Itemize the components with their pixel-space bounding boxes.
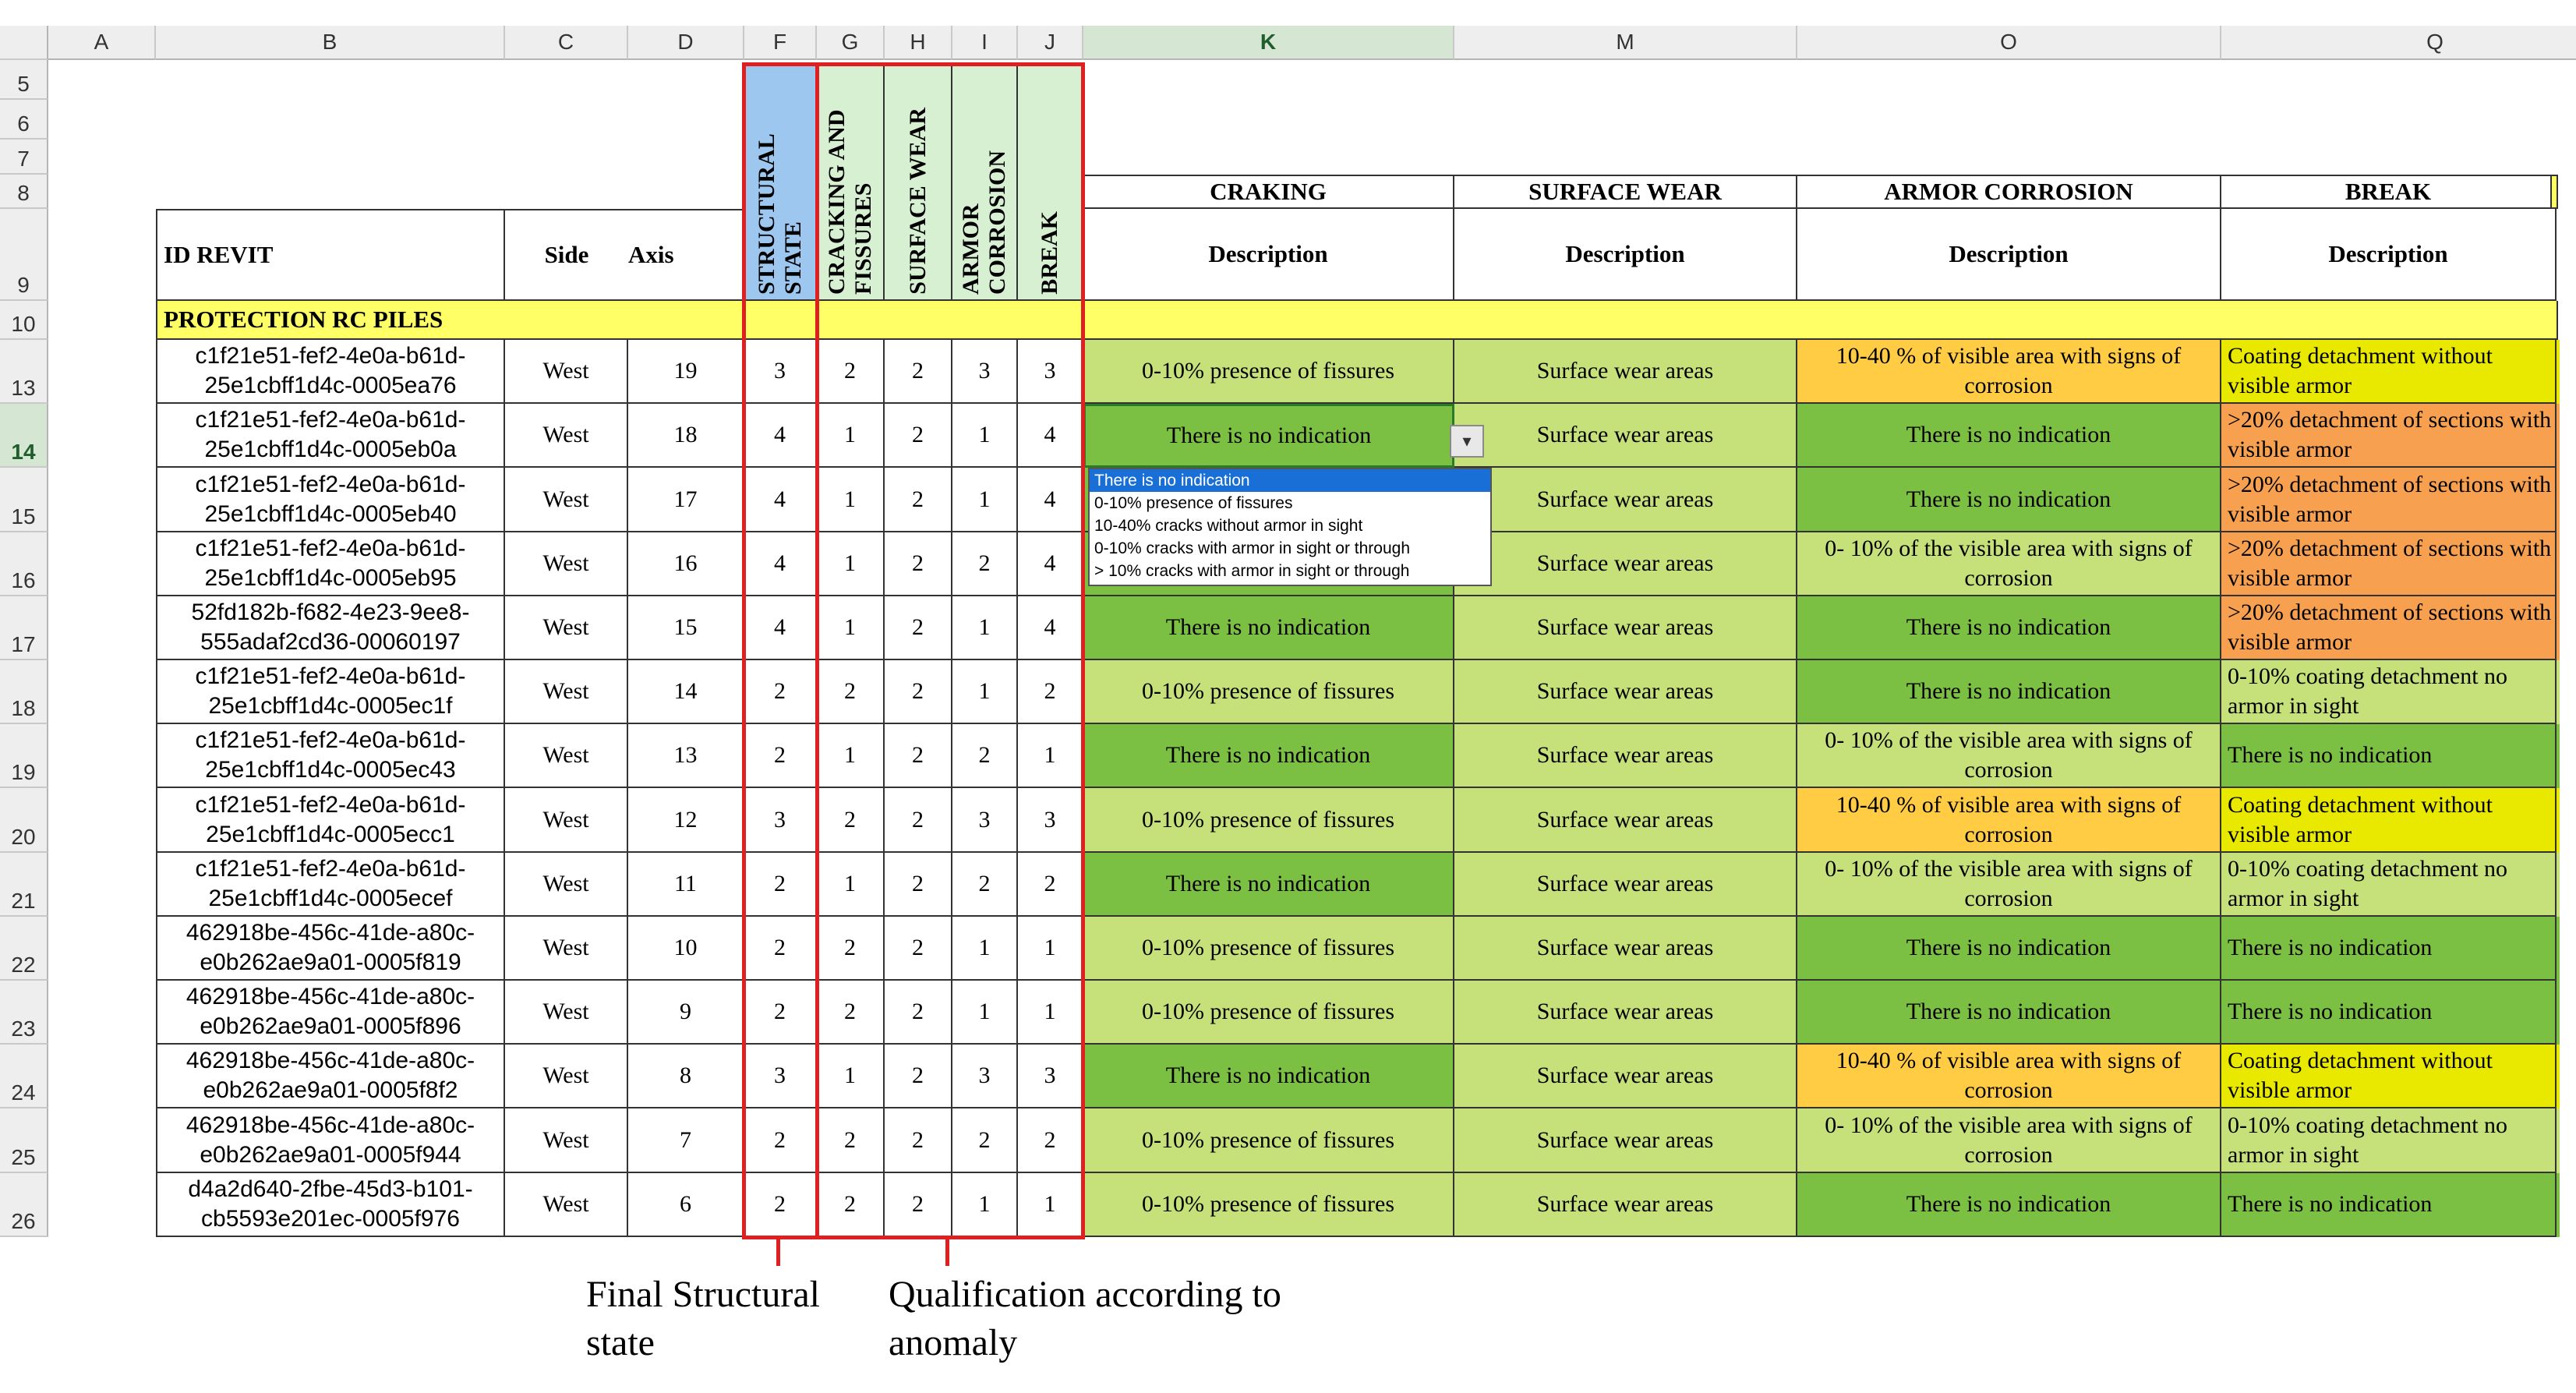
rating-cell-j[interactable]: 3 <box>1018 1045 1083 1108</box>
overflow-marker <box>2557 468 2560 532</box>
surface-wear-description-cell[interactable]: Surface wear areas <box>1454 468 1797 532</box>
row-header-9[interactable]: 9 <box>0 209 48 301</box>
header-group-craking-description: Description <box>1083 209 1454 301</box>
rating-cell-f[interactable]: 2 <box>744 1108 817 1173</box>
surface-wear-description-cell[interactable]: Surface wear areas <box>1454 1108 1797 1173</box>
header-axis: Axis <box>628 209 744 301</box>
break-description-cell[interactable]: Coating detachment without visible armor <box>2221 788 2557 853</box>
surface-wear-description-cell[interactable]: Surface wear areas <box>1454 981 1797 1045</box>
header-armor-corrosion-label: ARMOR CORROSION <box>958 150 1010 295</box>
rating-cell-i[interactable]: 1 <box>952 1173 1018 1237</box>
axis-cell[interactable]: 9 <box>628 981 744 1045</box>
armor-corrosion-description-cell[interactable]: 0- 10% of the visible area with signs of corrosion <box>1797 1108 2221 1173</box>
rating-cell-f[interactable]: 4 <box>744 404 817 468</box>
row-header-6[interactable]: 6 <box>0 100 48 140</box>
dropdown-options-list[interactable] <box>1088 468 1492 586</box>
overflow-marker <box>2557 596 2560 660</box>
header-group-craking: CRAKING <box>1083 175 1454 209</box>
header-cracking-and-fissures <box>817 62 885 301</box>
rating-cell-h[interactable]: 2 <box>885 788 952 853</box>
rating-cell-h[interactable]: 2 <box>885 1108 952 1173</box>
axis-cell[interactable]: 8 <box>628 1045 744 1108</box>
column-header-g[interactable]: G <box>817 26 885 60</box>
overflow-marker <box>2557 660 2560 724</box>
rating-cell-i[interactable]: 1 <box>952 917 1018 981</box>
section-protection-rc-piles: PROTECTION RC PILES <box>156 301 2558 340</box>
rating-cell-f[interactable]: 4 <box>744 468 817 532</box>
rating-cell-f[interactable]: 4 <box>744 532 817 596</box>
header-group-surface-wear: SURFACE WEAR <box>1454 175 1797 209</box>
rating-cell-g[interactable]: 2 <box>817 660 885 724</box>
header-structural-state <box>744 62 817 301</box>
surface-wear-description-cell[interactable]: Surface wear areas <box>1454 340 1797 404</box>
break-description-cell[interactable]: 0-10% coating detachment no armor in sight <box>2221 660 2557 724</box>
rating-cell-i[interactable]: 2 <box>952 532 1018 596</box>
row-header-18[interactable]: 18 <box>0 660 48 724</box>
rating-cell-f[interactable]: 2 <box>744 724 817 788</box>
header-group-armor-corrosion: ARMOR CORROSION <box>1797 175 2221 209</box>
header-group-break-description: Description <box>2221 209 2557 301</box>
header-break <box>1018 62 1083 301</box>
id-revit-cell[interactable]: c1f21e51-fef2-4e0a-b61d-25e1cbff1d4c-0005ecc1 <box>156 788 505 853</box>
overflow-marker <box>2557 788 2560 853</box>
id-revit-cell[interactable]: c1f21e51-fef2-4e0a-b61d-25e1cbff1d4c-0005eb40 <box>156 468 505 532</box>
header-group-armor-corrosion-description: Description <box>1797 209 2221 301</box>
dropdown-button[interactable] <box>1450 425 1484 458</box>
side-cell[interactable]: West <box>505 724 628 788</box>
armor-corrosion-description-cell[interactable]: There is no indication <box>1797 660 2221 724</box>
rating-cell-h[interactable]: 2 <box>885 853 952 917</box>
rating-cell-h[interactable]: 2 <box>885 596 952 660</box>
column-header-h[interactable]: H <box>885 26 952 60</box>
header-armor-corrosion <box>952 62 1018 301</box>
rating-cell-h[interactable]: 2 <box>885 468 952 532</box>
row-header-16[interactable]: 16 <box>0 532 48 596</box>
row-header-14[interactable]: 14 <box>0 404 48 468</box>
callout-line-final <box>776 1239 780 1266</box>
row-header-22[interactable]: 22 <box>0 917 48 981</box>
rating-cell-h[interactable]: 2 <box>885 340 952 404</box>
craking-description-cell[interactable]: 0-10% presence of fissures <box>1083 917 1454 981</box>
break-description-cell[interactable]: There is no indication <box>2221 917 2557 981</box>
rating-cell-g[interactable]: 2 <box>817 1173 885 1237</box>
rating-cell-f[interactable]: 2 <box>744 981 817 1045</box>
side-cell[interactable]: West <box>505 853 628 917</box>
id-revit-cell[interactable]: c1f21e51-fef2-4e0a-b61d-25e1cbff1d4c-0005ecef <box>156 853 505 917</box>
side-cell[interactable]: West <box>505 660 628 724</box>
overflow-marker <box>2557 917 2560 981</box>
rating-cell-i[interactable]: 1 <box>952 660 1018 724</box>
axis-cell[interactable]: 6 <box>628 1173 744 1237</box>
break-description-cell[interactable]: >20% detachment of sections with visible armor <box>2221 596 2557 660</box>
break-description-cell[interactable]: Coating detachment without visible armor <box>2221 1045 2557 1108</box>
rating-cell-j[interactable]: 1 <box>1018 981 1083 1045</box>
column-header-i[interactable]: I <box>952 26 1018 60</box>
rating-cell-h[interactable]: 2 <box>885 532 952 596</box>
id-revit-cell[interactable]: c1f21e51-fef2-4e0a-b61d-25e1cbff1d4c-0005ec1f <box>156 660 505 724</box>
row-header-13[interactable]: 13 <box>0 340 48 404</box>
rating-cell-i[interactable]: 1 <box>952 596 1018 660</box>
surface-wear-description-cell[interactable]: Surface wear areas <box>1454 1173 1797 1237</box>
header-surface-wear <box>885 62 952 301</box>
axis-cell[interactable]: 14 <box>628 660 744 724</box>
chevron-down-icon: ▾ <box>1462 431 1472 451</box>
header-overflow-marker <box>2550 175 2558 209</box>
header-structural-state-label: STRUCTURAL STATE <box>753 134 806 295</box>
rating-cell-g[interactable]: 1 <box>817 532 885 596</box>
id-revit-cell[interactable]: 462918be-456c-41de-a80c-e0b262ae9a01-0005f944 <box>156 1108 505 1173</box>
rating-cell-g[interactable]: 1 <box>817 404 885 468</box>
rating-cell-f[interactable]: 2 <box>744 917 817 981</box>
armor-corrosion-description-cell[interactable]: 10-40 % of visible area with signs of corrosion <box>1797 788 2221 853</box>
axis-cell[interactable]: 10 <box>628 917 744 981</box>
column-header-j[interactable]: J <box>1018 26 1083 60</box>
caption-final-structural-state: Final Structural state <box>586 1274 820 1363</box>
id-revit-cell[interactable]: c1f21e51-fef2-4e0a-b61d-25e1cbff1d4c-0005ec43 <box>156 724 505 788</box>
row-header-26[interactable]: 26 <box>0 1173 48 1237</box>
rating-cell-h[interactable]: 2 <box>885 724 952 788</box>
overflow-marker <box>2557 1173 2560 1237</box>
break-description-cell[interactable]: There is no indication <box>2221 981 2557 1045</box>
row-header-21[interactable]: 21 <box>0 853 48 917</box>
surface-wear-description-cell[interactable]: Surface wear areas <box>1454 853 1797 917</box>
column-header-m[interactable]: M <box>1454 26 1797 60</box>
overflow-marker <box>2557 532 2560 596</box>
row-header-24[interactable]: 24 <box>0 1045 48 1108</box>
craking-description-cell[interactable]: 0-10% presence of fissures <box>1083 660 1454 724</box>
rating-cell-f[interactable]: 3 <box>744 788 817 853</box>
side-cell[interactable]: West <box>505 788 628 853</box>
rating-cell-h[interactable]: 2 <box>885 1045 952 1108</box>
id-revit-cell[interactable]: c1f21e51-fef2-4e0a-b61d-25e1cbff1d4c-0005ea76 <box>156 340 505 404</box>
side-cell[interactable]: West <box>505 1045 628 1108</box>
column-header-c[interactable]: C <box>505 26 628 60</box>
armor-corrosion-description-cell[interactable]: There is no indication <box>1797 468 2221 532</box>
rating-cell-g[interactable]: 1 <box>817 724 885 788</box>
column-header-d[interactable]: D <box>628 26 744 60</box>
rating-cell-i[interactable]: 3 <box>952 340 1018 404</box>
id-revit-cell[interactable]: 462918be-456c-41de-a80c-e0b262ae9a01-0005f8f2 <box>156 1045 505 1108</box>
side-cell[interactable]: West <box>505 532 628 596</box>
armor-corrosion-description-cell[interactable]: There is no indication <box>1797 404 2221 468</box>
break-description-cell[interactable]: >20% detachment of sections with visible armor <box>2221 468 2557 532</box>
rating-cell-j[interactable]: 3 <box>1018 788 1083 853</box>
column-header-k[interactable]: K <box>1083 26 1454 60</box>
overflow-marker <box>2557 1108 2560 1173</box>
craking-description-cell[interactable]: 0-10% presence of fissures <box>1083 340 1454 404</box>
axis-cell[interactable]: 11 <box>628 853 744 917</box>
armor-corrosion-description-cell[interactable]: There is no indication <box>1797 596 2221 660</box>
rating-cell-h[interactable]: 2 <box>885 1173 952 1237</box>
header-id-revit: ID REVIT <box>156 209 505 301</box>
axis-cell[interactable]: 13 <box>628 724 744 788</box>
row-header-7[interactable]: 7 <box>0 140 48 175</box>
dropdown-option[interactable]: 10-40% cracks without armor in sight <box>1094 517 1363 535</box>
break-description-cell[interactable]: There is no indication <box>2221 724 2557 788</box>
id-revit-cell[interactable]: c1f21e51-fef2-4e0a-b61d-25e1cbff1d4c-0005eb95 <box>156 532 505 596</box>
side-cell[interactable]: West <box>505 596 628 660</box>
break-description-cell[interactable]: >20% detachment of sections with visible armor <box>2221 404 2557 468</box>
rating-cell-h[interactable]: 2 <box>885 404 952 468</box>
row-header-19[interactable]: 19 <box>0 724 48 788</box>
overflow-marker <box>2557 981 2560 1045</box>
row-header-15[interactable]: 15 <box>0 468 48 532</box>
armor-corrosion-description-cell[interactable]: 0- 10% of the visible area with signs of corrosion <box>1797 853 2221 917</box>
rating-cell-j[interactable]: 2 <box>1018 853 1083 917</box>
surface-wear-description-cell[interactable]: Surface wear areas <box>1454 404 1797 468</box>
rating-cell-g[interactable]: 2 <box>817 788 885 853</box>
row-header-blank <box>0 26 48 60</box>
dropdown-option[interactable]: There is no indication <box>1090 469 1490 492</box>
rating-cell-g[interactable]: 2 <box>817 981 885 1045</box>
craking-description-cell[interactable]: There is no indication <box>1083 1045 1454 1108</box>
dropdown-option[interactable]: 0-10% presence of fissures <box>1094 494 1293 512</box>
row-header-25[interactable]: 25 <box>0 1108 48 1173</box>
rating-cell-h[interactable]: 2 <box>885 981 952 1045</box>
overflow-marker <box>2557 1045 2560 1108</box>
rating-cell-g[interactable]: 2 <box>817 917 885 981</box>
axis-cell[interactable]: 12 <box>628 788 744 853</box>
break-description-cell[interactable]: >20% detachment of sections with visible armor <box>2221 532 2557 596</box>
break-description-cell[interactable]: There is no indication <box>2221 1173 2557 1237</box>
side-cell[interactable]: West <box>505 1108 628 1173</box>
armor-corrosion-description-cell[interactable]: 10-40 % of visible area with signs of corrosion <box>1797 1045 2221 1108</box>
rating-cell-g[interactable]: 2 <box>817 340 885 404</box>
rating-cell-i[interactable]: 3 <box>952 788 1018 853</box>
rating-cell-f[interactable]: 3 <box>744 1045 817 1108</box>
rating-cell-j[interactable]: 1 <box>1018 724 1083 788</box>
header-surface-wear-label: SURFACE WEAR <box>904 108 931 295</box>
header-cracking-and-fissures-label: CRACKING AND FISSURES <box>823 109 876 295</box>
surface-wear-description-cell[interactable]: Surface wear areas <box>1454 788 1797 853</box>
header-group-break: BREAK <box>2221 175 2557 209</box>
axis-cell[interactable]: 15 <box>628 596 744 660</box>
craking-description-cell[interactable]: 0-10% presence of fissures <box>1083 1173 1454 1237</box>
axis-cell[interactable]: 7 <box>628 1108 744 1173</box>
rating-cell-i[interactable]: 3 <box>952 1045 1018 1108</box>
rating-cell-j[interactable]: 4 <box>1018 532 1083 596</box>
craking-description-cell[interactable]: There is no indication <box>1083 404 1454 468</box>
craking-description-cell[interactable]: There is no indication <box>1083 853 1454 917</box>
rating-cell-f[interactable]: 2 <box>744 853 817 917</box>
callout-line-qualification <box>945 1239 949 1266</box>
axis-cell[interactable]: 16 <box>628 532 744 596</box>
armor-corrosion-description-cell[interactable]: 0- 10% of the visible area with signs of corrosion <box>1797 532 2221 596</box>
column-header-f[interactable]: F <box>744 26 817 60</box>
row-header-20[interactable]: 20 <box>0 788 48 853</box>
rating-cell-i[interactable]: 1 <box>952 468 1018 532</box>
break-description-cell[interactable]: 0-10% coating detachment no armor in sight <box>2221 853 2557 917</box>
row-header-5[interactable]: 5 <box>0 60 48 100</box>
row-header-10[interactable]: 10 <box>0 301 48 340</box>
armor-corrosion-description-cell[interactable]: 0- 10% of the visible area with signs of corrosion <box>1797 724 2221 788</box>
rating-cell-j[interactable]: 1 <box>1018 1173 1083 1237</box>
overflow-marker <box>2557 853 2560 917</box>
rating-cell-j[interactable]: 2 <box>1018 660 1083 724</box>
surface-wear-description-cell[interactable]: Surface wear areas <box>1454 1045 1797 1108</box>
rating-cell-g[interactable]: 2 <box>817 1108 885 1173</box>
rating-cell-j[interactable]: 4 <box>1018 596 1083 660</box>
side-cell[interactable]: West <box>505 468 628 532</box>
id-revit-cell[interactable]: d4a2d640-2fbe-45d3-b101-cb5593e201ec-0005f976 <box>156 1173 505 1237</box>
surface-wear-description-cell[interactable]: Surface wear areas <box>1454 724 1797 788</box>
id-revit-cell[interactable]: 52fd182b-f682-4e23-9ee8-555adaf2cd36-00060197 <box>156 596 505 660</box>
header-break-label: BREAK <box>1037 211 1062 295</box>
caption-qualification: Qualification according to anomaly <box>889 1274 1281 1363</box>
surface-wear-description-cell[interactable]: Surface wear areas <box>1454 917 1797 981</box>
row-header-8[interactable]: 8 <box>0 175 48 209</box>
rating-cell-i[interactable]: 2 <box>952 724 1018 788</box>
craking-description-cell[interactable]: 0-10% presence of fissures <box>1083 1108 1454 1173</box>
rating-cell-i[interactable]: 2 <box>952 1108 1018 1173</box>
rating-cell-g[interactable]: 1 <box>817 596 885 660</box>
column-header-a[interactable]: A <box>48 26 156 60</box>
rating-cell-i[interactable]: 2 <box>952 853 1018 917</box>
surface-wear-description-cell[interactable]: Surface wear areas <box>1454 660 1797 724</box>
armor-corrosion-description-cell[interactable]: There is no indication <box>1797 1173 2221 1237</box>
rating-cell-i[interactable]: 1 <box>952 404 1018 468</box>
rating-cell-f[interactable]: 2 <box>744 1173 817 1237</box>
axis-cell[interactable]: 19 <box>628 340 744 404</box>
armor-corrosion-description-cell[interactable]: There is no indication <box>1797 917 2221 981</box>
header-side: Side <box>505 209 628 301</box>
dropdown-option[interactable]: 0-10% cracks with armor in sight or through <box>1094 539 1410 557</box>
overflow-marker <box>2557 404 2560 468</box>
rating-cell-f[interactable]: 2 <box>744 660 817 724</box>
craking-description-cell[interactable]: 0-10% presence of fissures <box>1083 981 1454 1045</box>
rating-cell-i[interactable]: 1 <box>952 981 1018 1045</box>
craking-description-cell[interactable]: There is no indication <box>1083 596 1454 660</box>
column-header-q[interactable]: Q <box>2221 26 2576 60</box>
craking-description-cell[interactable]: 0-10% presence of fissures <box>1083 788 1454 853</box>
row-header-17[interactable]: 17 <box>0 596 48 660</box>
rating-cell-j[interactable]: 4 <box>1018 468 1083 532</box>
craking-description-cell[interactable]: There is no indication <box>1083 724 1454 788</box>
rating-cell-j[interactable]: 2 <box>1018 1108 1083 1173</box>
side-cell[interactable]: West <box>505 981 628 1045</box>
dropdown-option[interactable]: > 10% cracks with armor in sight or through <box>1094 562 1410 580</box>
rating-cell-h[interactable]: 2 <box>885 917 952 981</box>
column-header-b[interactable]: B <box>156 26 505 60</box>
row-header-23[interactable]: 23 <box>0 981 48 1045</box>
side-cell[interactable]: West <box>505 917 628 981</box>
armor-corrosion-description-cell[interactable]: 10-40 % of visible area with signs of corrosion <box>1797 340 2221 404</box>
side-cell[interactable]: West <box>505 404 628 468</box>
break-description-cell[interactable]: Coating detachment without visible armor <box>2221 340 2557 404</box>
id-revit-cell[interactable]: 462918be-456c-41de-a80c-e0b262ae9a01-0005f896 <box>156 981 505 1045</box>
side-cell[interactable]: West <box>505 1173 628 1237</box>
overflow-marker <box>2557 340 2560 404</box>
rating-cell-j[interactable]: 1 <box>1018 917 1083 981</box>
rating-cell-g[interactable]: 1 <box>817 468 885 532</box>
id-revit-cell[interactable]: 462918be-456c-41de-a80c-e0b262ae9a01-0005f819 <box>156 917 505 981</box>
rating-cell-g[interactable]: 1 <box>817 853 885 917</box>
surface-wear-description-cell[interactable]: Surface wear areas <box>1454 596 1797 660</box>
break-description-cell[interactable]: 0-10% coating detachment no armor in sight <box>2221 1108 2557 1173</box>
id-revit-cell[interactable]: c1f21e51-fef2-4e0a-b61d-25e1cbff1d4c-0005eb0a <box>156 404 505 468</box>
rating-cell-f[interactable]: 3 <box>744 340 817 404</box>
side-cell[interactable]: West <box>505 340 628 404</box>
rating-cell-h[interactable]: 2 <box>885 660 952 724</box>
surface-wear-description-cell[interactable]: Surface wear areas <box>1454 532 1797 596</box>
overflow-marker <box>2557 724 2560 788</box>
rating-cell-j[interactable]: 4 <box>1018 404 1083 468</box>
axis-cell[interactable]: 17 <box>628 468 744 532</box>
axis-cell[interactable]: 18 <box>628 404 744 468</box>
column-header-o[interactable]: O <box>1797 26 2221 60</box>
rating-cell-f[interactable]: 4 <box>744 596 817 660</box>
header-group-surface-wear-description: Description <box>1454 209 1797 301</box>
rating-cell-j[interactable]: 3 <box>1018 340 1083 404</box>
armor-corrosion-description-cell[interactable]: There is no indication <box>1797 981 2221 1045</box>
rating-cell-g[interactable]: 1 <box>817 1045 885 1108</box>
